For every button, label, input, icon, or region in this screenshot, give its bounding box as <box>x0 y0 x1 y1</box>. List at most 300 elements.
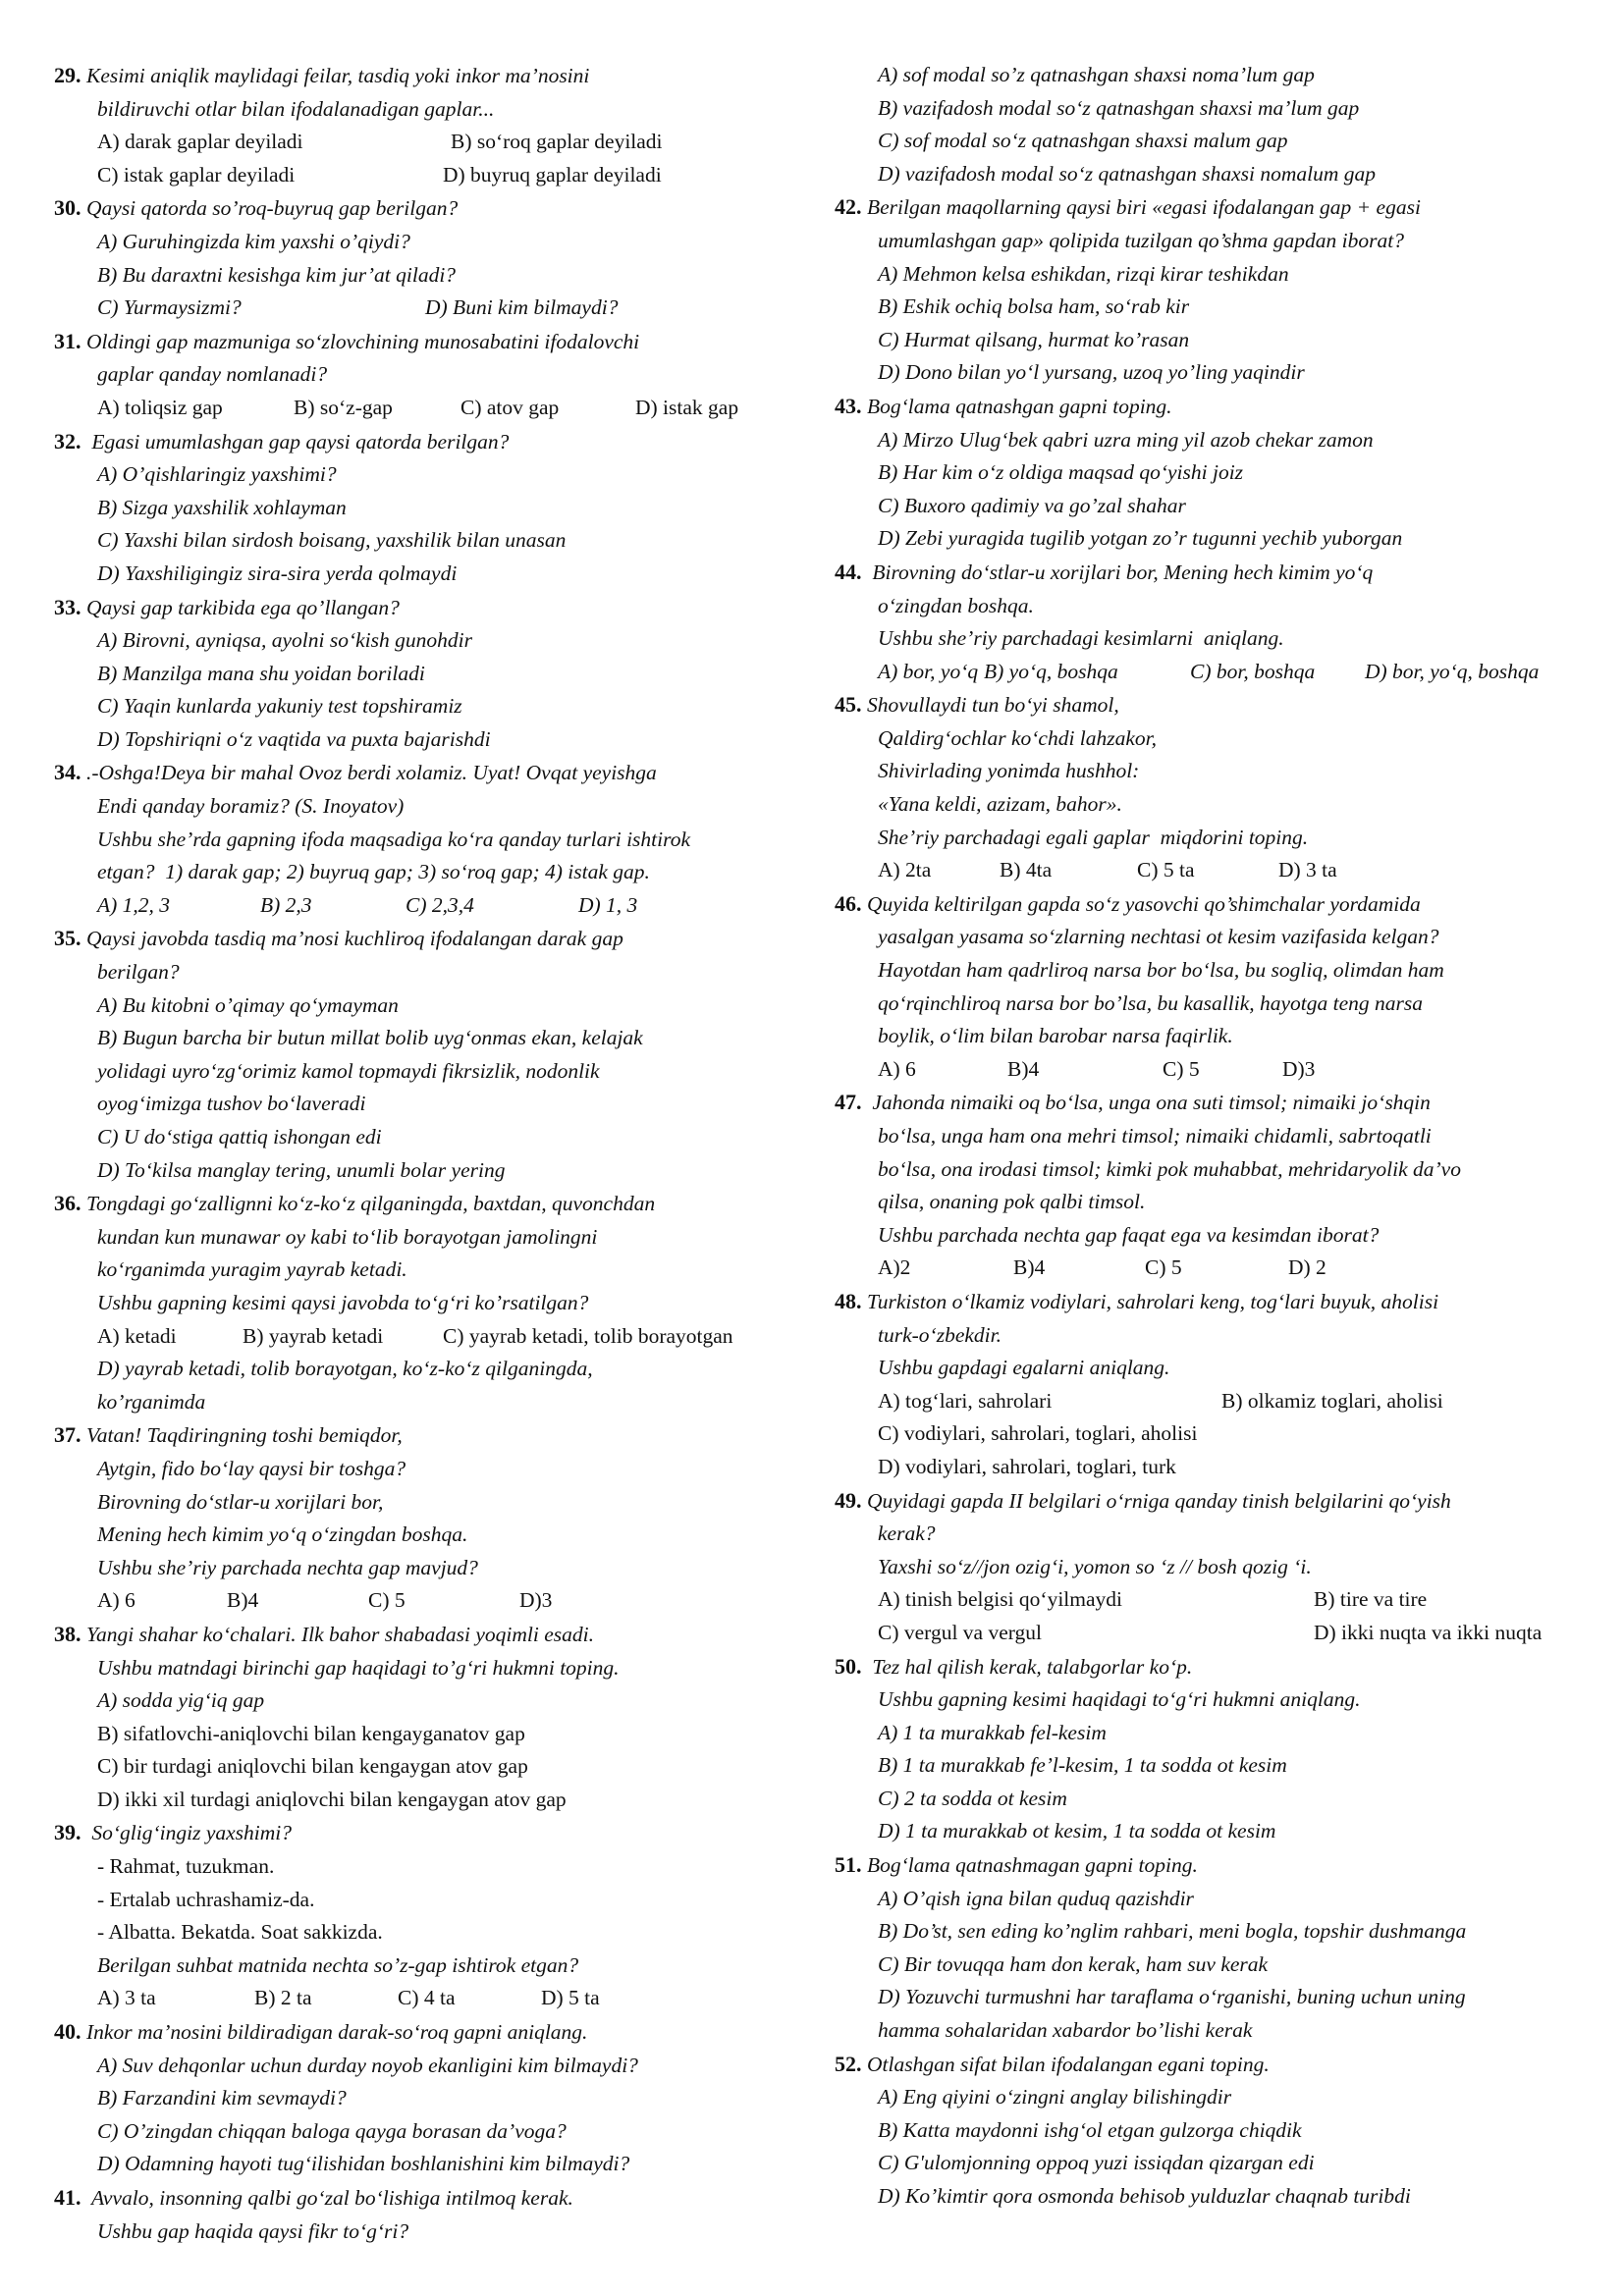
question-text: Ushbu parchada nechta gap faqat ega va kesimdan iborat? <box>878 1222 1380 1247</box>
answer-option: A) ketadi <box>97 1323 177 1348</box>
answer-option: B) yayrab ketadi <box>243 1323 384 1348</box>
question-number: 35. <box>54 926 86 951</box>
question-text: A) Bu kitobni o’qimay qo‘ymayman <box>97 992 399 1017</box>
question-text: Birovning do‘stlar-u xorijlari bor, <box>97 1489 384 1514</box>
question-text: D) yayrab ketadi, tolib borayotgan, ko‘z-ko‘z qilganingda, <box>97 1357 593 1381</box>
question-text: D) 1 ta murakkab ot kesim, 1 ta sodda ot kesim <box>878 1819 1276 1843</box>
question-text: Oldingi gap mazmuniga so‘zlovchining munosabatini ifodalovchi <box>86 329 640 353</box>
question-text: Yaxshi so‘z//jon ozig‘i, yomon so ‘z // bosh qozig ‘i. <box>878 1554 1312 1578</box>
question-block <box>54 325 815 425</box>
question-number: 38. <box>54 1621 86 1646</box>
question-line <box>835 556 1591 590</box>
question-number: 37. <box>54 1422 86 1448</box>
question-line <box>54 1418 815 1453</box>
question-text: Turkiston o‘lkamiz vodiylari, sahrolari keng, tog‘lari buyuk, aholisi <box>867 1289 1439 1313</box>
answer-option: B) so‘roq gaplar deyiladi <box>451 130 663 154</box>
question-text: D) vodiylari, sahrolari, toglari, turk <box>878 1454 1176 1478</box>
question-line <box>54 922 815 956</box>
question-number: 42. <box>835 194 867 220</box>
question-number: 52. <box>835 2051 867 2076</box>
question-line <box>835 921 1591 954</box>
question-text: D) vazifadosh modal so‘z qatnashgan shaxsi nomalum gap <box>878 161 1377 186</box>
question-text: D) To‘kilsa manglay tering, unumli bolar yering <box>97 1157 506 1182</box>
answer-option: C) vergul va vergul <box>878 1620 1042 1644</box>
question-line <box>835 291 1591 324</box>
question-line <box>835 954 1591 988</box>
question-block <box>54 59 815 191</box>
question-line <box>54 2050 815 2083</box>
answer-option: B) tire va tire <box>1314 1587 1428 1612</box>
question-text: A) Guruhingizda kim yaxshi o’qiydi? <box>97 229 410 253</box>
question-number: 50. <box>835 1653 867 1679</box>
question-line <box>835 1783 1591 1816</box>
question-text: B) Do’st, sen eding ko’nglim rahbari, meni bogla, topshir dushmanga <box>878 1919 1467 1944</box>
question-text: ko‘rganimda yuragim yayrab ketadi. <box>97 1257 407 1282</box>
question-block <box>835 390 1591 556</box>
answer-option: D) bor, yo‘q, boshqa <box>1365 659 1540 683</box>
question-number: 46. <box>835 890 867 916</box>
question-block <box>54 591 815 757</box>
question-text: D) Topshiriqni o‘z vaqtida va puxta bajarishdi <box>97 726 491 751</box>
question-number: 39. <box>54 1820 86 1845</box>
question-text: B) Farzandini kim sevmaydi? <box>97 2086 347 2110</box>
question-block <box>835 688 1591 887</box>
question-line <box>54 2115 815 2149</box>
question-text: oyog‘imizga tushov bo‘laveradi <box>97 1092 366 1116</box>
question-text: Ushbu gapdagi egalarni aniqlang. <box>878 1356 1170 1380</box>
question-block <box>835 2048 1591 2214</box>
question-block <box>54 1187 815 1418</box>
question-block <box>54 922 815 1187</box>
question-number: 43. <box>835 393 867 418</box>
answer-option: B) 4ta <box>1000 858 1053 882</box>
question-line <box>835 1319 1591 1353</box>
question-line <box>835 1053 1591 1087</box>
answer-option: A) 6 <box>878 1056 916 1081</box>
question-block <box>54 2015 815 2181</box>
question-line <box>54 1584 815 1618</box>
question-line <box>835 1915 1591 1949</box>
question-text: B) Manzilga mana shu yoidan boriladi <box>97 661 425 685</box>
question-line <box>54 1386 815 1419</box>
question-block <box>54 2181 815 2248</box>
question-number: 47. <box>835 1090 867 1115</box>
answer-option: B) olkamiz toglari, aholisi <box>1221 1388 1443 1413</box>
answer-option: C) 5 <box>1145 1255 1182 1280</box>
answer-option: C) 5 <box>1163 1056 1200 1081</box>
answer-option: D) 3 ta <box>1278 858 1337 882</box>
question-text: C) G'ulomjonning oppoq yuzi issiqdan qizargan edi <box>878 2151 1315 2175</box>
question-text: A) Birovni, ayniqsa, ayolni so‘kish gunohdir <box>97 628 472 653</box>
question-line <box>835 1749 1591 1783</box>
question-line <box>54 1784 815 1817</box>
question-text: C) Hurmat qilsang, hurmat ko’rasan <box>878 327 1190 351</box>
question-text: A) O’qish igna bilan quduq qazishdir <box>878 1886 1194 1910</box>
answer-option: C) 5 ta <box>1137 858 1195 882</box>
answer-option: D) ikki nuqta va ikki nuqta <box>1314 1620 1543 1644</box>
answer-option: D) 5 ta <box>541 1986 600 2010</box>
answer-option: A) darak gaplar deyiladi <box>97 130 303 154</box>
question-text: Mening hech kimim yo‘q o‘zingdan boshqa. <box>97 1522 468 1547</box>
question-text: qilsa, onaning pok qalbi timsol. <box>878 1190 1146 1214</box>
question-text: A) O’qishlaringiz yaxshimi? <box>97 462 337 487</box>
question-line <box>54 1187 815 1221</box>
answer-option: A) toliqsiz gap <box>97 395 223 419</box>
question-text: Birovning do‘stlar-u xorijlari bor, Mening hech kimim yo‘q <box>867 560 1374 584</box>
question-line <box>835 424 1591 457</box>
question-line <box>835 92 1591 126</box>
question-line <box>54 1519 815 1552</box>
question-line <box>835 1848 1591 1883</box>
answer-option: C) 5 <box>368 1588 406 1613</box>
question-line <box>54 492 815 525</box>
question-line <box>835 1385 1591 1418</box>
question-text: Ushbu she’riy parchadagi kesimlarni aniqlang. <box>878 626 1284 651</box>
question-number: 33. <box>54 594 86 619</box>
question-line <box>54 790 815 824</box>
question-line <box>835 854 1591 887</box>
question-text: .-Oshga!Deya bir mahal Ovoz berdi xolamiz. Uyat! Ovqat yeyishga <box>86 761 657 785</box>
question-line <box>54 723 815 757</box>
question-text: berilgan? <box>97 960 180 985</box>
question-line <box>835 2114 1591 2148</box>
question-line <box>54 1154 815 1188</box>
question-line <box>835 622 1591 656</box>
question-line <box>835 2147 1591 2180</box>
question-text: B) vazifadosh modal so‘z qatnashgan shaxsi ma’lum gap <box>878 95 1360 120</box>
question-line <box>835 356 1591 390</box>
question-text: kundan kun munawar oy kabi to‘lib borayotgan jamolingni <box>97 1224 598 1249</box>
question-block <box>835 190 1591 390</box>
answer-option: C) atov gap <box>460 395 560 419</box>
question-block <box>835 556 1591 688</box>
question-number: 44. <box>835 559 867 584</box>
question-line <box>835 755 1591 788</box>
answer-option: D) istak gap <box>635 395 739 419</box>
question-text: Ushbu matndagi birinchi gap haqidagi to’g‘ri hukmni toping. <box>97 1655 620 1680</box>
question-text: C) sof modal so‘z qatnashgan shaxsi malum gap <box>878 129 1288 153</box>
question-text: C) Buxoro qadimiy va go’zal shahar <box>878 493 1186 517</box>
question-text: Quyidagi gapda II belgilari o‘rniga qanday tinish belgilarini qo‘yish <box>867 1488 1451 1513</box>
question-line <box>54 558 815 591</box>
question-line <box>835 258 1591 292</box>
question-line <box>835 1219 1591 1253</box>
question-text: qo‘rqinchliroq narsa bor bo’lsa, bu kasallik, hayotga teng narsa <box>878 990 1424 1015</box>
question-line <box>54 1750 815 1784</box>
question-line <box>54 956 815 989</box>
question-text: A) sof modal so’z qatnashgan shaxsi noma’lum gap <box>878 63 1315 86</box>
question-line <box>54 159 815 192</box>
answer-option: C) istak gaplar deyiladi <box>97 162 296 187</box>
question-line <box>54 191 815 226</box>
answer-option: B) yo‘q, boshqa <box>984 659 1118 683</box>
question-line <box>54 591 815 625</box>
question-text: Avvalo, insonning qalbi go‘zal bo‘lishiga intilmoq kerak. <box>86 2186 573 2210</box>
question-text: A) Eng qiyini o‘zingni anglay bilishingdir <box>878 2085 1232 2109</box>
question-text: D) Odamning hayoti tug‘ilishidan boshlanishini kim bilmaydi? <box>97 2152 630 2176</box>
question-text: She’riy parchadagi egali gaplar miqdorini toping. <box>878 825 1309 849</box>
question-line <box>835 1020 1591 1053</box>
question-line <box>835 822 1591 855</box>
question-text: «Yana keldi, azizam, bahor». <box>878 792 1122 817</box>
question-text: B) Har kim o‘z oldiga maqsad qo‘yishi joiz <box>878 460 1244 485</box>
question-line <box>835 2014 1591 2048</box>
question-text: bildiruvchi otlar bilan ifodalanadigan gaplar... <box>97 96 495 121</box>
question-text: boylik, o‘lim bilan barobar narsa faqirlik. <box>878 1024 1233 1048</box>
question-line <box>835 158 1591 191</box>
question-line <box>835 1086 1591 1120</box>
question-text: bo‘lsa, ona irodasi timsol; kimki pok muhabbat, mehridaryolik da’vo <box>878 1156 1461 1181</box>
question-line <box>54 824 815 857</box>
question-line <box>835 1153 1591 1187</box>
question-text: B) Katta maydonni ishg‘ol etgan gulzorga chiqdik <box>878 2117 1302 2142</box>
question-text: D) Dono bilan yo‘l yursang, uzoq yo’ling yaqindir <box>878 360 1305 385</box>
question-line <box>835 522 1591 556</box>
question-number: 40. <box>54 2019 86 2045</box>
question-number: 29. <box>54 63 86 87</box>
question-text: Qaysi qatorda so’roq-buyruq gap berilgan? <box>86 196 459 221</box>
question-text: Aytgin, fido bo‘lay qaysi bir toshga? <box>97 1456 406 1480</box>
question-text: A) 1 ta murakkab fel-kesim <box>878 1720 1107 1744</box>
answer-option: A) 6 <box>97 1588 135 1613</box>
question-line <box>54 325 815 359</box>
question-line <box>54 1486 815 1520</box>
question-text: C) Yaxshi bilan sirdosh boisang, yaxshilik bilan unasan <box>97 528 567 553</box>
question-line <box>835 490 1591 523</box>
question-text: A) Suv dehqonlar uchun durday noyob ekanligini kim bilmaydi? <box>97 2053 638 2077</box>
question-text: Shovullaydi tun bo‘yi shamol, <box>867 693 1119 718</box>
answer-option: B) 2 ta <box>254 1986 312 2010</box>
answer-option: C) Yurmaysizmi? <box>97 295 242 320</box>
answer-option: A) 2ta <box>878 858 932 882</box>
question-text: Kesimi aniqlik maylidagi feilar, tasdiq yoki inkor ma’nosini <box>86 64 590 87</box>
question-line <box>54 1287 815 1320</box>
question-text: C) vodiylari, sahrolari, toglari, aholisi <box>878 1421 1198 1446</box>
question-text: gaplar qanday nomlanadi? <box>97 362 328 387</box>
question-block <box>835 887 1591 1087</box>
answer-option: C) yayrab ketadi, tolib borayotgan <box>443 1323 733 1348</box>
question-text: o‘zingdan boshqa. <box>878 593 1034 617</box>
question-block <box>54 425 815 591</box>
question-line <box>835 887 1591 922</box>
question-block <box>835 1484 1591 1650</box>
question-text: B) Bugun barcha bir butun millat bolib uyg‘onmas ekan, kelajak <box>97 1026 643 1050</box>
question-text: Shivirlading yonimda hushhol: <box>878 759 1140 783</box>
answer-option: C) 4 ta <box>398 1986 456 2010</box>
question-text: - Ertalab uchrashamiz-da. <box>97 1887 315 1911</box>
question-text: C) Bir tovuqqa ham don kerak, ham suv kerak <box>878 1951 1269 1976</box>
answer-option: D) buyruq gaplar deyiladi <box>443 162 662 187</box>
question-line <box>835 1451 1591 1484</box>
question-text: C) O’zingdan chiqqan baloga qayga borasan da’voga? <box>97 2118 567 2143</box>
question-text: C) Yaqin kunlarda yakuniy test topshiramiz <box>97 694 462 719</box>
question-text: Ushbu gapning kesimi qaysi javobda to‘g‘ri ko’rsatilgan? <box>97 1290 589 1314</box>
question-text: kerak? <box>878 1522 936 1546</box>
answer-option: B) so‘z-gap <box>294 395 393 419</box>
question-line <box>54 1088 815 1121</box>
answer-option: D) 2 <box>1288 1255 1326 1280</box>
answer-option: B)4 <box>1013 1255 1046 1280</box>
question-line <box>54 392 815 425</box>
answer-option: C) bor, boshqa <box>1190 659 1316 683</box>
question-line <box>54 2216 815 2249</box>
question-line <box>835 1252 1591 1285</box>
question-line <box>54 1684 815 1718</box>
answer-option: A) tog‘lari, sahrolari <box>878 1388 1053 1413</box>
question-line <box>835 788 1591 822</box>
answer-option: B)4 <box>1007 1056 1040 1081</box>
question-text: Quyida keltirilgan gapda so‘z yasovchi qo’shimchalar yordamida <box>867 891 1421 916</box>
question-line <box>835 1120 1591 1153</box>
question-text: Berilgan maqollarning qaysi biri «egasi ifodalangan gap + egasi <box>867 195 1421 220</box>
question-line <box>54 856 815 889</box>
question-text: D) Yaxshiligingiz sira-sira yerda qolmaydi <box>97 561 458 585</box>
question-line <box>54 1718 815 1751</box>
question-text: C) U do‘stiga qattiq ishongan edi <box>97 1125 382 1148</box>
answer-option: D) Buni kim bilmaydi? <box>425 295 619 320</box>
question-line <box>54 1618 815 1652</box>
question-text: Ushbu she’rda gapning ifoda maqsadiga ko‘ra qanday turlari ishtirok <box>97 827 690 851</box>
question-text: D) Zebi yuragida tugilib yotgan zo’r tugunni yechib yuborgan <box>878 526 1403 551</box>
question-text: - Albatta. Bekatda. Soat sakkizda. <box>97 1920 383 1945</box>
question-line <box>54 1022 815 1055</box>
question-line <box>835 1717 1591 1750</box>
question-number: 32. <box>54 428 86 454</box>
answer-option: A)2 <box>878 1255 911 1280</box>
question-text: Endi qanday boramiz? (S. Inoyatov) <box>97 794 405 819</box>
question-line <box>54 1453 815 1486</box>
question-text: Tez hal qilish kerak, talabgorlar ko‘p. <box>867 1654 1193 1679</box>
question-block <box>54 1816 815 2015</box>
question-line <box>835 1683 1591 1717</box>
right-column <box>835 59 1591 2214</box>
question-line <box>54 524 815 558</box>
question-line <box>835 1617 1591 1650</box>
question-text: Qaysi javobda tasdiq ma’nosi kuchliroq ifodalangan darak gap <box>86 927 623 951</box>
answer-option: B)4 <box>227 1588 259 1613</box>
question-number: 48. <box>835 1288 867 1313</box>
question-text: D) ikki xil turdagi aniqlovchi bilan kengaygan atov gap <box>97 1787 567 1811</box>
question-text: A) Mirzo Ulug‘bek qabri uzra ming yil azob chekar zamon <box>878 427 1374 452</box>
answer-option: A) 3 ta <box>97 1986 156 2010</box>
question-text: Qaysi gap tarkibida ega qo’llangan? <box>86 595 400 619</box>
question-text: C) bir turdagi aniqlovchi bilan kengaygan atov gap <box>97 1754 528 1779</box>
question-line <box>835 1883 1591 1916</box>
question-line <box>835 2048 1591 2082</box>
question-line <box>835 190 1591 225</box>
question-line <box>54 425 815 459</box>
question-line <box>54 226 815 259</box>
question-number: 31. <box>54 328 86 353</box>
answer-option: D)3 <box>1282 1056 1316 1081</box>
question-number: 41. <box>54 2185 86 2210</box>
question-line <box>835 1186 1591 1219</box>
question-text: B) sifatlovchi-aniqlovchi bilan kengayganatov gap <box>97 1721 525 1745</box>
question-line <box>54 889 815 923</box>
question-line <box>54 2082 815 2115</box>
question-line <box>835 590 1591 623</box>
question-line <box>54 292 815 325</box>
question-line <box>54 1121 815 1154</box>
question-line <box>835 1417 1591 1451</box>
question-line <box>54 358 815 392</box>
question-block <box>835 1650 1591 1849</box>
question-line <box>835 1583 1591 1617</box>
question-number: 45. <box>835 692 867 718</box>
question-line <box>54 259 815 293</box>
question-line <box>835 988 1591 1021</box>
question-line <box>835 324 1591 357</box>
question-line <box>54 756 815 790</box>
question-line <box>54 624 815 658</box>
question-text: Vatan! Taqdiringning toshi bemiqdor, <box>86 1423 403 1448</box>
question-text: Berilgan suhbat matnida nechta so’z-gap ishtirok etgan? <box>97 1952 579 1977</box>
question-block <box>835 59 1591 190</box>
question-line <box>54 1552 815 1585</box>
question-line <box>835 688 1591 722</box>
answer-option: D)3 <box>519 1588 553 1613</box>
question-text: Bog‘lama qatnashgan gapni toping. <box>867 394 1172 418</box>
question-block <box>54 1418 815 1618</box>
question-line <box>54 1949 815 1983</box>
question-text: yasalgan yasama so‘zlarning nechtasi ot kesim vazifasida kelgan? <box>878 925 1439 949</box>
question-line <box>835 225 1591 258</box>
question-line <box>54 690 815 723</box>
question-line <box>835 656 1591 689</box>
question-text: Ushbu gapning kesimi haqidagi to‘g‘ri hukmni aniqlang. <box>878 1687 1361 1712</box>
question-line <box>54 2015 815 2050</box>
question-line <box>835 2081 1591 2114</box>
question-text: yolidagi uyro‘zg‘orimiz kamol topmaydi fikrsizlik, nodonlik <box>97 1058 600 1083</box>
question-block <box>835 1848 1591 2048</box>
question-text: hamma sohalaridan xabardor bo’lishi kerak <box>878 2018 1253 2043</box>
left-column <box>54 59 815 2248</box>
question-line <box>835 2180 1591 2214</box>
question-line <box>835 456 1591 490</box>
question-text: B) 1 ta murakkab fe’l-kesim, 1 ta sodda ot kesim <box>878 1753 1287 1778</box>
answer-option: B) 2,3 <box>260 892 312 917</box>
question-line <box>54 1816 815 1850</box>
question-line <box>54 1884 815 1917</box>
question-line <box>835 1551 1591 1584</box>
answer-option: C) 2,3,4 <box>406 892 474 917</box>
question-number: 49. <box>835 1487 867 1513</box>
answer-option: D) 1, 3 <box>578 892 638 917</box>
question-line <box>54 93 815 127</box>
question-line <box>54 1982 815 2015</box>
question-number: 34. <box>54 760 86 785</box>
question-line <box>835 1650 1591 1684</box>
question-block <box>54 1618 815 1817</box>
question-line <box>54 1353 815 1386</box>
question-text: So‘glig‘ingiz yaxshimi? <box>86 1821 293 1845</box>
question-text: D) Ko’kimtir qora osmonda behisob yulduzlar chaqnab turibdi <box>878 2184 1411 2208</box>
question-text: Ushbu she’riy parchada nechta gap mavjud? <box>97 1555 478 1579</box>
answer-option: A) bor, yo‘q <box>878 659 979 683</box>
question-line <box>54 1652 815 1685</box>
question-line <box>54 1916 815 1949</box>
question-text: Ushbu gap haqida qaysi fikr to‘g‘ri? <box>97 2218 409 2243</box>
question-text: turk-o‘zbekdir. <box>878 1322 1001 1347</box>
question-line <box>54 1850 815 1884</box>
question-text: umumlashgan gap» qolipida tuzilgan qo’shma gapdan iborat? <box>878 228 1404 252</box>
question-text: bo‘lsa, unga ham ona mehri timsol; nimaiki chidamli, sabrtoqatli <box>878 1124 1432 1148</box>
question-text: A) sodda yig‘iq gap <box>97 1688 265 1713</box>
question-line <box>54 2181 815 2216</box>
question-text: Bog‘lama qatnashmagan gapni toping. <box>867 1853 1198 1878</box>
question-line <box>835 1352 1591 1385</box>
question-text: Yangi shahar ko‘chalari. Ilk bahor shabadasi yoqimli esadi. <box>86 1622 594 1646</box>
